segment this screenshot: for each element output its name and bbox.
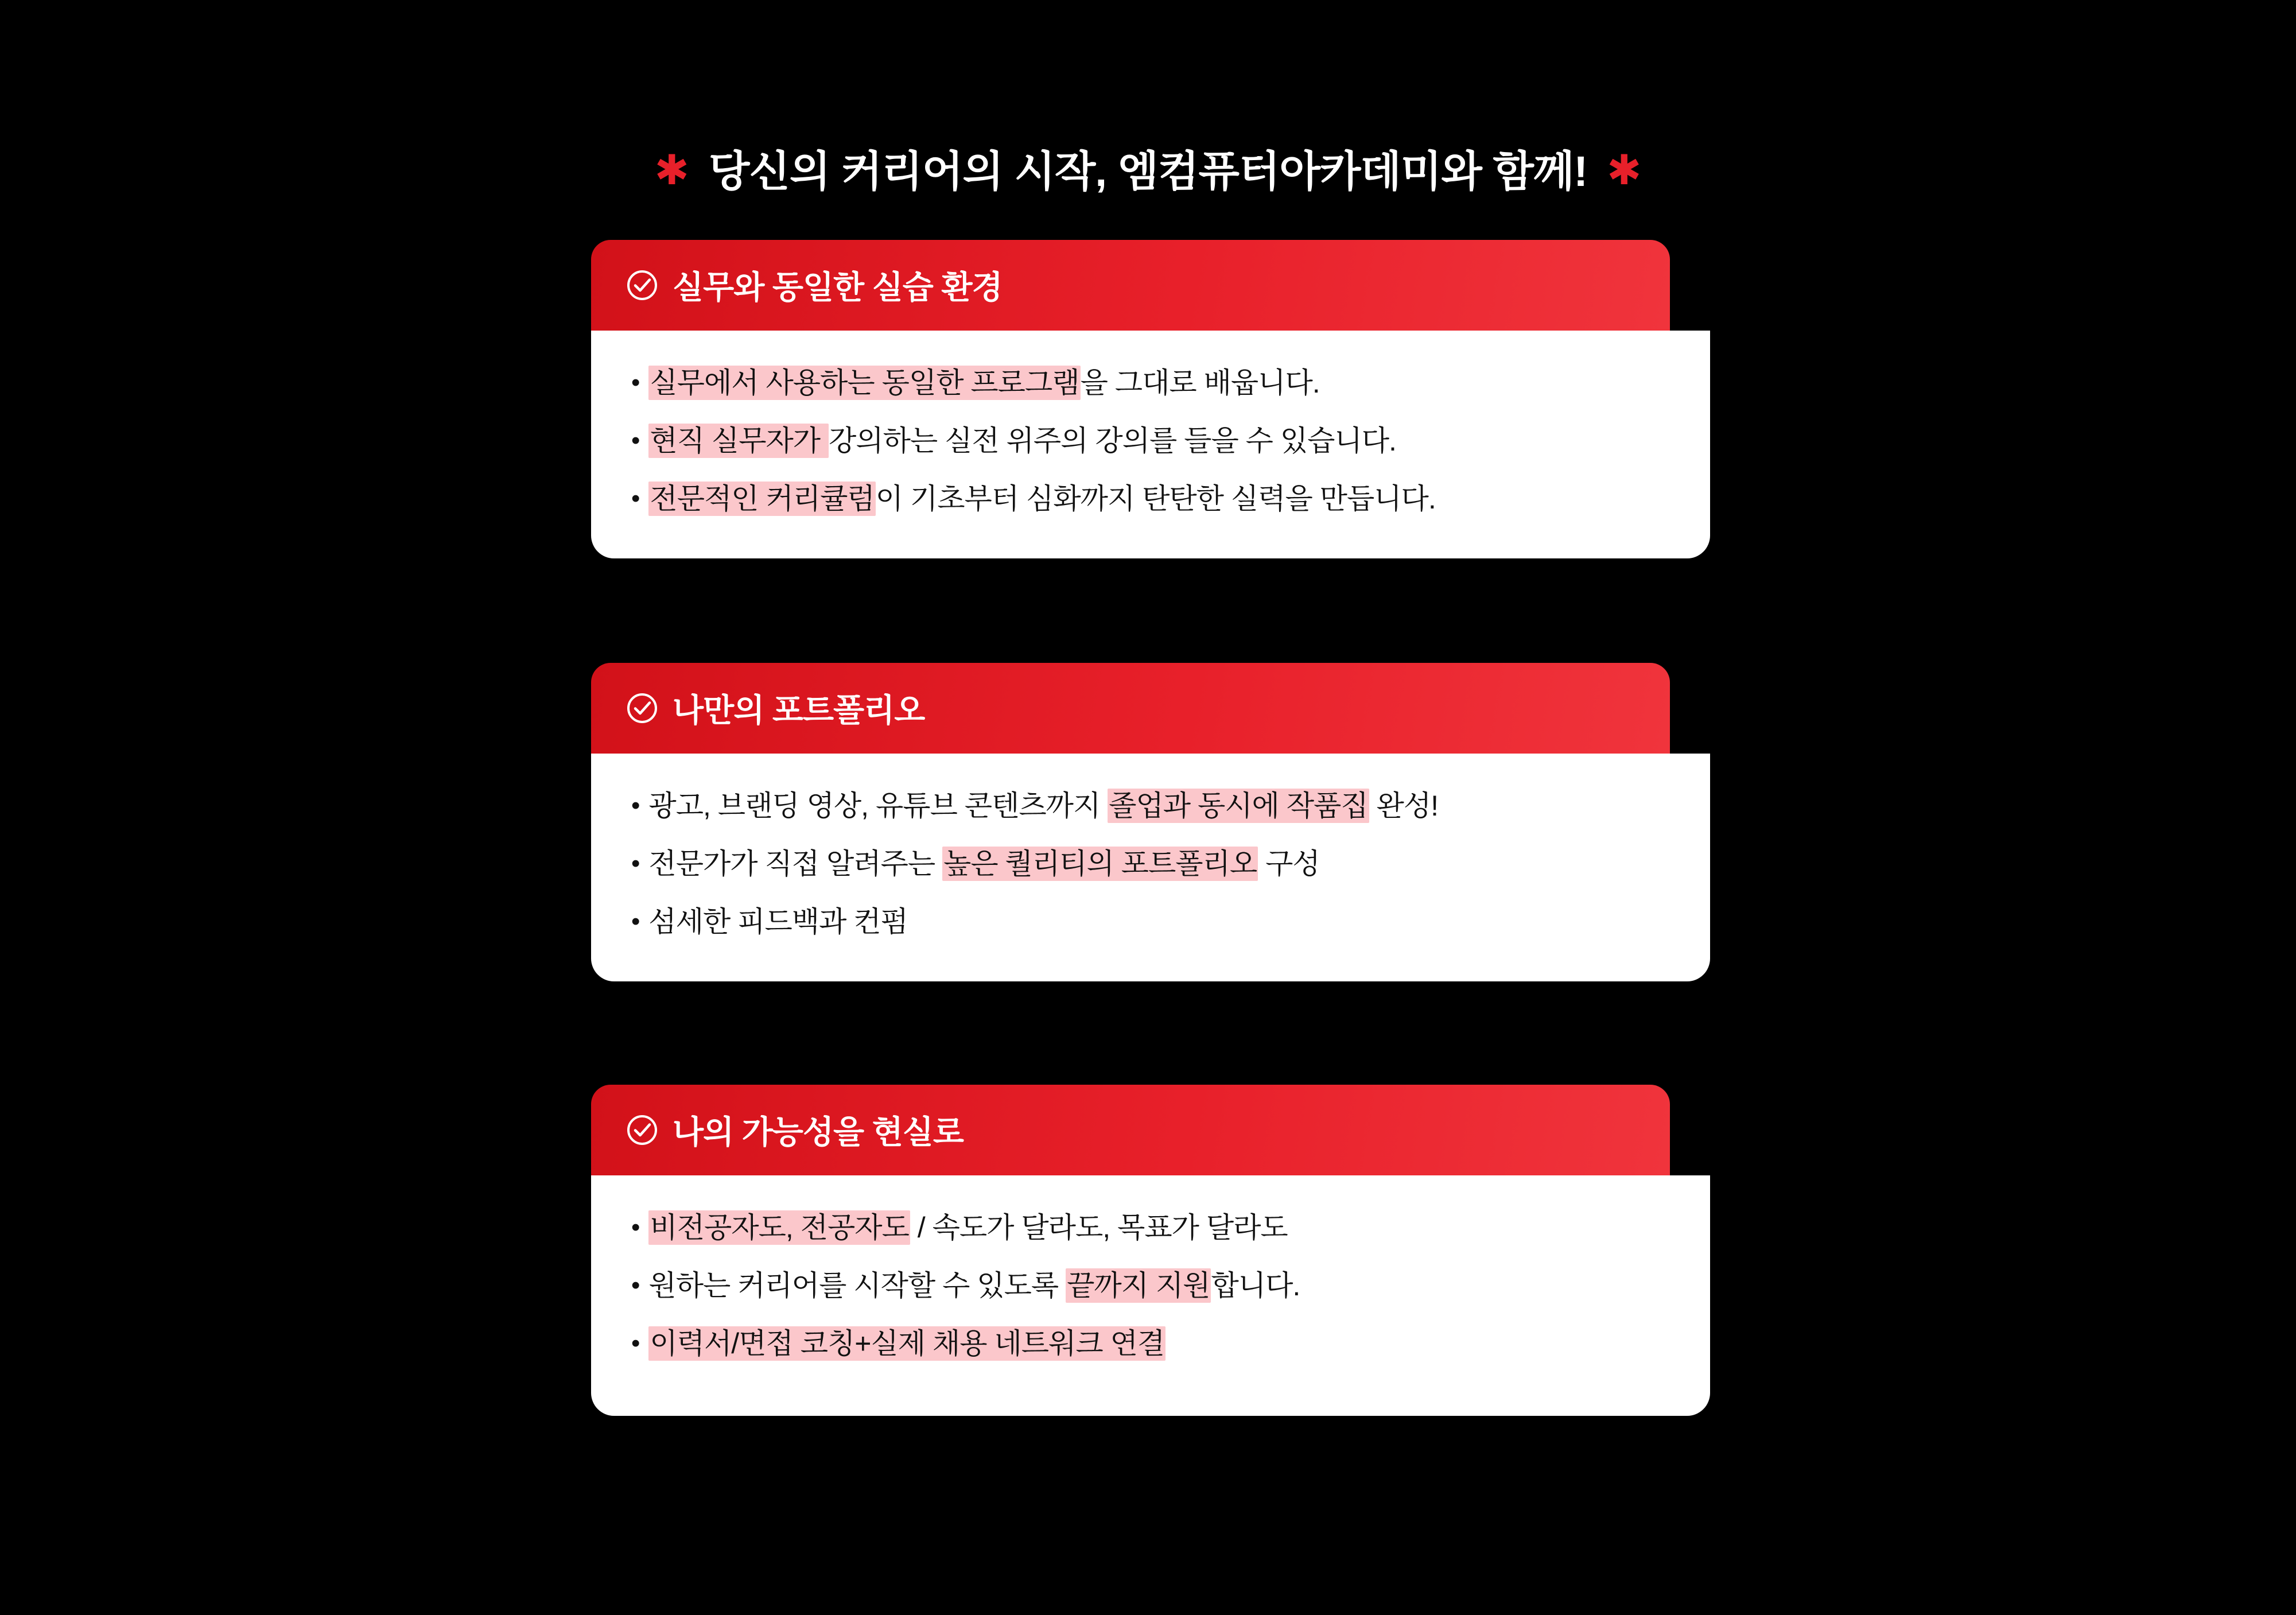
highlighted-text: 실무에서 사용하는 동일한 프로그램 (650, 367, 1079, 399)
bullet-dot: • (631, 368, 640, 397)
bullet-dot: • (631, 791, 640, 820)
plain-text: 구성 (1258, 848, 1320, 880)
card-title: 나의 가능성을 현실로 (673, 1114, 964, 1150)
card-body (591, 754, 1710, 981)
list-item (631, 847, 1670, 881)
bullet-dot: • (631, 849, 640, 878)
feature-card (591, 663, 1710, 981)
headline (0, 138, 2296, 199)
plain-text: 을 그대로 배웁니다. (1080, 367, 1320, 399)
page-title: 당신의 커리어의 시작, 엠컴퓨터아카데미와 함께! (708, 147, 1588, 195)
plain-text: 강의하는 실전 위주의 강의를 들을 수 있습니다. (829, 425, 1396, 457)
list-item (631, 366, 1670, 400)
bullet-dot: • (631, 907, 640, 935)
feature-card (591, 240, 1710, 558)
plain-text: 합니다. (1211, 1270, 1300, 1302)
list-item (631, 482, 1670, 516)
feature-card (591, 1085, 1710, 1416)
card-body (591, 1175, 1710, 1416)
list-item (631, 424, 1670, 458)
bullet-dot: • (631, 484, 640, 513)
bullet-dot: • (631, 1213, 640, 1241)
card-header (591, 663, 1670, 754)
highlighted-text: 높은 퀄리티의 포트폴리오 (943, 848, 1257, 880)
plain-text: 섬세한 피드백과 컨펌 (648, 906, 908, 938)
plain-text: / 속도가 달라도, 목표가 달라도 (910, 1212, 1288, 1244)
list-item (631, 789, 1670, 823)
bullet-dot: • (631, 1329, 640, 1357)
plain-text: 완성! (1369, 790, 1439, 822)
list-item (631, 905, 1670, 939)
plain-text: 전문가가 직접 알려주는 (648, 848, 943, 880)
list-item (631, 1269, 1670, 1303)
card-header (591, 1085, 1670, 1175)
card-body (591, 331, 1710, 558)
check-circle-icon (627, 693, 658, 724)
plain-text: 이 기초부터 심화까지 탄탄한 실력을 만듭니다. (875, 483, 1436, 515)
highlighted-text: 현직 실무자가 (650, 425, 828, 457)
list-item (631, 1327, 1670, 1361)
asterisk-icon-right: ✱ (1607, 147, 1642, 193)
card-title: 실무와 동일한 실습 환경 (673, 269, 1003, 305)
highlighted-text: 졸업과 동시에 작품집 (1109, 790, 1368, 822)
plain-text: 원하는 커리어를 시작할 수 있도록 (648, 1270, 1066, 1302)
card-header (591, 240, 1670, 331)
plain-text: 광고, 브랜딩 영상, 유튜브 콘텐츠까지 (648, 790, 1108, 822)
highlighted-text: 이력서/면접 코칭+실제 채용 네트워크 연결 (650, 1327, 1165, 1360)
highlighted-text: 전문적인 커리큘럼 (650, 483, 875, 515)
bullet-dot: • (631, 426, 640, 455)
highlighted-text: 끝까지 지원 (1067, 1270, 1210, 1302)
check-circle-icon (627, 1115, 658, 1146)
asterisk-icon-left: ✱ (654, 147, 689, 193)
check-circle-icon (627, 270, 658, 301)
list-item (631, 1211, 1670, 1245)
bullet-dot: • (631, 1271, 640, 1299)
card-title: 나만의 포트폴리오 (673, 692, 925, 728)
highlighted-text: 비전공자도, 전공자도 (650, 1212, 909, 1244)
